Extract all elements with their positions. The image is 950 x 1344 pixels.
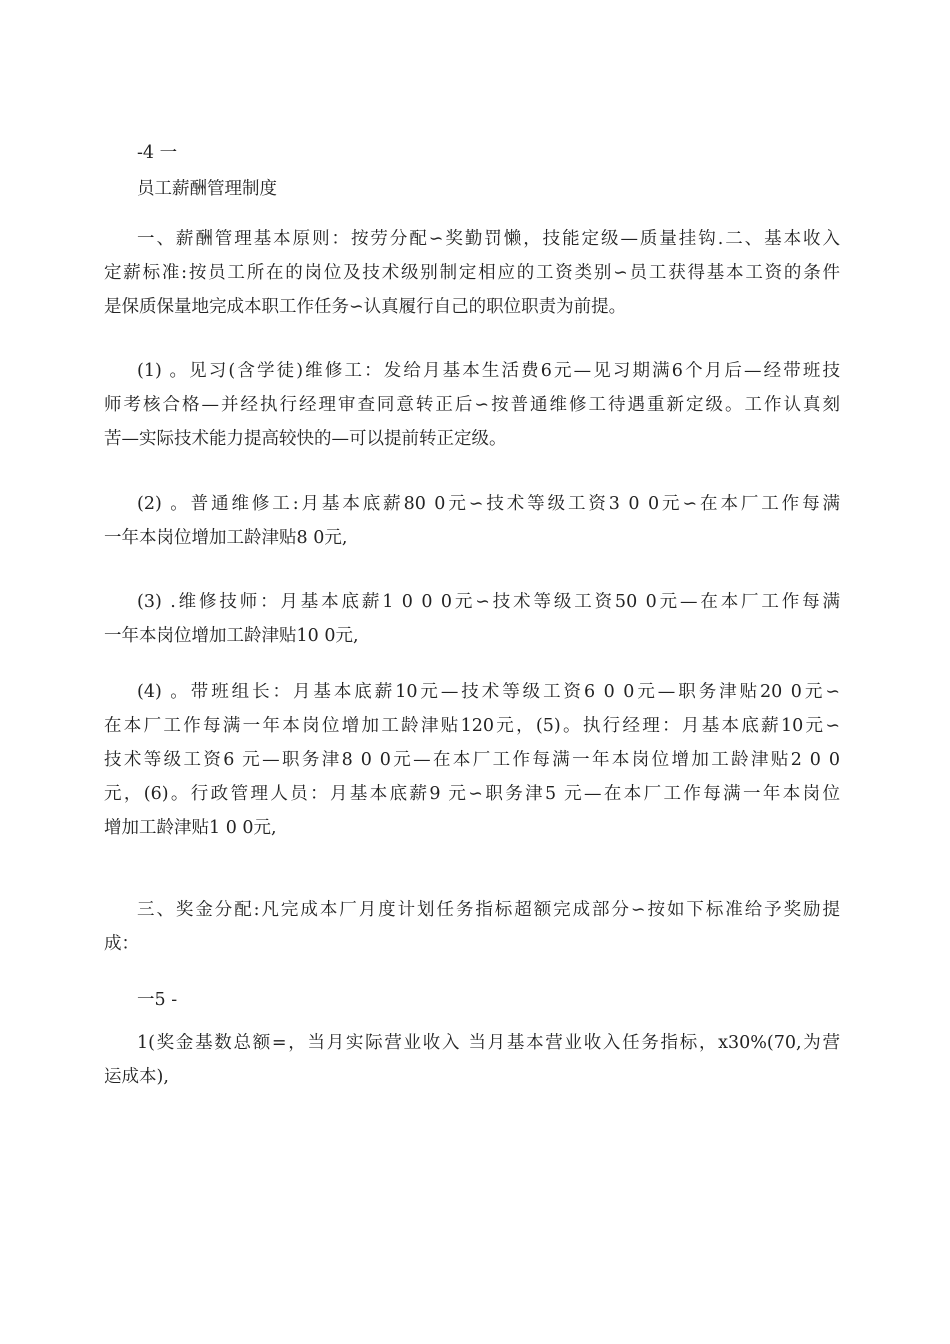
paragraph-line: (2) 。普通维修工:月基本底薪80 0元∽技术等级工资3 0 0元∽在本厂工作每满 (137, 494, 840, 514)
paragraph-line: 是保质保量地完成本职工作任务∽认真履行自己的职位职责为前提。 (104, 297, 627, 317)
paragraph-line: 技术等级工资6 元—职务津8 0 0元—在本厂工作每满一年本岗位增加工龄津贴2 0 0 (104, 750, 840, 770)
item-ordinary-repairer (104, 487, 840, 555)
paragraph-line: 运成本), (104, 1067, 169, 1087)
paragraph-line: 成： (104, 934, 139, 954)
paragraph-line: 苦—实际技术能力提高较快的—可以提前转正定级。 (104, 429, 507, 449)
page-marker-mid: 一5 - (137, 990, 178, 1010)
paragraph-line: (4) 。带班组长：月基本底薪10元—技术等级工资6 0 0元—职务津贴20 0元∽ (137, 682, 840, 702)
paragraph-line: 师考核合格—并经执行经理审查同意转正后∽按普通维修工待遇重新定级。工作认真刻 (104, 395, 840, 415)
page-marker-top: -4 一 (137, 143, 178, 163)
section-basic-principles (104, 222, 840, 324)
paragraph-line: 三、奖金分配:凡完成本厂月度计划任务指标超额完成部分∽按如下标准给予奖励提 (137, 900, 840, 920)
bonus-formula (104, 1026, 840, 1094)
document-title: 员工薪酬管理制度 (137, 179, 277, 199)
paragraph-line: 一、薪酬管理基本原则：按劳分配∽奖勤罚懒，技能定级—质量挂钩.二、基本收入 (137, 229, 840, 249)
item-repair-technician (104, 585, 840, 653)
item-apprentice (104, 354, 840, 456)
item-team-leader (104, 675, 840, 845)
paragraph-line: (3) .维修技师：月基本底薪1 0 0 0元∽技术等级工资50 0元—在本厂工作每满 (137, 592, 840, 612)
paragraph-line: 一年本岗位增加工龄津贴8 0元, (104, 528, 348, 548)
section-bonus-distribution (104, 893, 840, 961)
paragraph-line: 一年本岗位增加工龄津贴10 0元, (104, 626, 359, 646)
paragraph-line: 定薪标准:按员工所在的岗位及技术级别制定相应的工资类别∽员工获得基本工资的条件 (104, 263, 840, 283)
paragraph-line: 在本厂工作每满一年本岗位增加工龄津贴120元，(5)。执行经理：月基本底薪10元∽ (104, 716, 840, 736)
paragraph-line: 1(奖金基数总额=，当月实际营业收入 当月基本营业收入任务指标，x30%(70,为营 (137, 1033, 840, 1053)
paragraph-line: (1) 。见习(含学徒)维修工：发给月基本生活费6元—见习期满6个月后—经带班技 (137, 361, 840, 381)
paragraph-line: 元，(6)。行政管理人员：月基本底薪9 元∽职务津5 元—在本厂工作每满一年本岗位 (104, 784, 840, 804)
paragraph-line: 增加工龄津贴1 0 0元, (104, 818, 277, 838)
